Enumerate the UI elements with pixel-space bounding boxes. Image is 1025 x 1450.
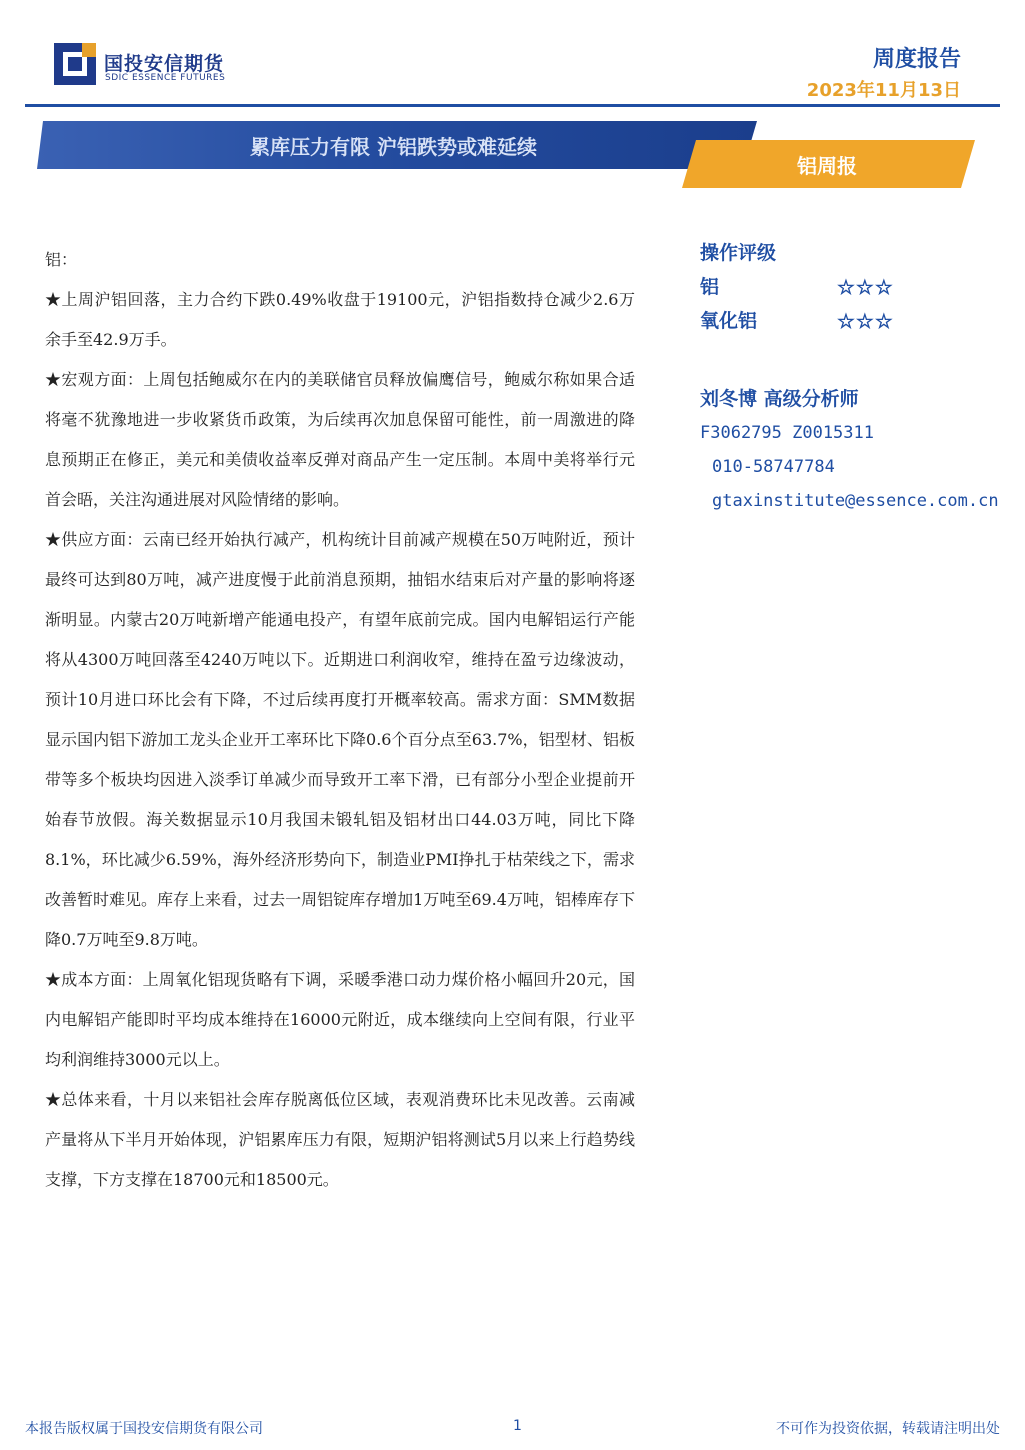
rating-heading: 操作评级 — [700, 242, 777, 264]
disclaimer-notice: 不可作为投资依据，转载请注明出处 — [776, 1421, 1000, 1437]
analyst-license: F3062795 Z0015311 — [700, 423, 874, 443]
rating-label: 氧化铝 — [700, 310, 758, 332]
company-logo — [54, 43, 274, 87]
rating-row-aluminum — [700, 270, 1020, 304]
header-divider — [25, 104, 1000, 107]
logo-text-en: SDIC ESSENCE FUTURES — [105, 73, 226, 83]
body-paragraph: ★宏观方面：上周包括鲍威尔在内的美联储官员释放偏鹰信号，鲍威尔称如果合适将毫不犹豫地进一步收紧货币政策，为后续再次加息保留可能性，前一周激进的降息预期正在修正，美元和美债收益率反弹对商品产生一定压制。本周中美将举行元首会晤，关注沟通进展对风险情绪的影响。 — [45, 370, 635, 509]
report-title: 累库压力有限 沪铝跌势或难延续 — [250, 135, 537, 159]
report-type: 周度报告 — [872, 47, 961, 72]
body-paragraph: ★成本方面：上周氧化铝现货略有下调，采暖季港口动力煤价格小幅回升20元，国内电解铝产能即时平均成本维持在16000元附近，成本继续向上空间有限，行业平均利润维持3000元以上。 — [45, 970, 635, 1069]
analyst-email[interactable]: gtaxinstitute@essence.com.cn — [712, 491, 999, 511]
analyst-phone: 010-58747784 — [712, 457, 835, 477]
logo-text-cn: 国投安信期货 — [104, 53, 225, 75]
body-paragraph: ★总体来看，十月以来铝社会库存脱离低位区域，表观消费环比未见改善。云南减产量将从下半月开始体现，沪铝累库压力有限，短期沪铝将测试5月以来上行趋势线支撑，下方支撑在18700元和18500元。 — [45, 1090, 635, 1189]
report-body — [45, 240, 635, 1200]
page-footer — [25, 1418, 1000, 1438]
rating-label: 铝 — [700, 276, 720, 298]
copyright-notice: 本报告版权属于国投安信期货有限公司 — [25, 1421, 263, 1437]
body-paragraph: 铝： — [45, 250, 78, 269]
body-paragraph: ★供应方面：云南已经开始执行减产，机构统计目前减产规模在50万吨附近，预计最终可达到80万吨，减产进度慢于此前消息预期，抽铝水结束后对产量的影响将逐渐明显。内蒙古20万吨新增产能通电投产，有望年底前完成。国内电解铝运行产能将从4300万吨回落至4240万吨以下。近期进口利润收窄，维持在盈亏边缘波动，预计10月进口环比会有下降，不过后续再度打开概率较高。需求方面：SMM数据显示国内铝下游加工龙头企业开工率环比下降0.6个百分点至63.7%，铝型材、铝板带等多个板块均因进入淡季订单减少而导致开工率下滑，已有部分小型企业提前开始春节放假。海关数据显示10月我国未锻轧铝及铝材出口44.03万吨，同比下降8.1%，环比减少6.59%，海外经济形势向下，制造业PMI挣扎于枯荣线之下，需求改善暂时难见。库存上来看，过去一周铝锭库存增加1万吨至69.4万吨，铝棒库存下降0.7万吨至9.8万吨。 — [45, 530, 635, 949]
body-paragraph: ★上周沪铝回落，主力合约下跌0.49%收盘于19100元，沪铝指数持仓减少2.6万余手至42.9万手。 — [45, 290, 635, 349]
analyst-name: 刘冬博 高级分析师 — [700, 388, 859, 410]
logo-mark-icon — [54, 43, 96, 85]
report-tag: 铝周报 — [797, 154, 857, 178]
sidebar — [700, 236, 1020, 518]
report-date: 2023年11月13日 — [806, 80, 961, 101]
rating-stars: ☆☆☆ — [837, 275, 894, 299]
rating-row-alumina — [700, 304, 1020, 338]
page-number: 1 — [513, 1418, 522, 1434]
rating-stars: ☆☆☆ — [837, 309, 894, 333]
